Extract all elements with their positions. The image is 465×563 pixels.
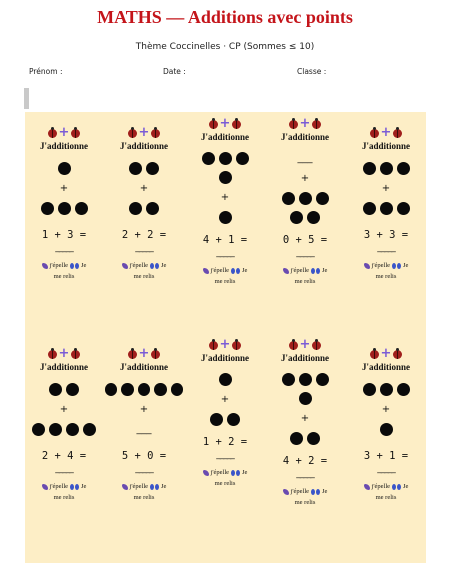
answer-blank[interactable]: _____	[377, 243, 395, 253]
plus-sign: +	[220, 192, 230, 203]
plus-sign: +	[300, 413, 310, 424]
pencil-icon	[203, 268, 209, 274]
exercise-card	[347, 348, 425, 503]
footer-je-text: Je	[81, 483, 87, 490]
card-heading: J'additionne	[361, 362, 410, 372]
footer-spell-text: j'épelle	[210, 267, 230, 274]
card-heading: J'additionne	[119, 362, 168, 372]
equation: 1 + 3 =	[41, 229, 87, 241]
date-field-label: Date :	[163, 67, 186, 76]
dot	[397, 162, 410, 175]
card-heading: J'additionne	[280, 353, 329, 363]
plus-sign: +	[381, 183, 391, 194]
card-heading: J'additionne	[200, 353, 249, 363]
dot-group	[266, 432, 344, 446]
footer-relis-text: me relis	[375, 273, 397, 280]
footer-relis-text: me relis	[214, 278, 236, 285]
pencil-icon	[283, 489, 289, 495]
answer-blank[interactable]: _____	[135, 464, 153, 474]
footer-je-text: Je	[242, 469, 248, 476]
footer-line	[105, 260, 183, 271]
prenom-field-label: Prénom :	[29, 67, 63, 76]
dot	[171, 383, 183, 396]
footer-relis-text: me relis	[375, 494, 397, 501]
ladybug-icon	[71, 350, 80, 359]
dot	[58, 162, 71, 175]
answer-blank[interactable]: _____	[377, 464, 395, 474]
dot	[32, 423, 45, 436]
footer-spell-text: j'épelle	[210, 469, 230, 476]
footer-relis-text: me relis	[294, 278, 316, 285]
ladybug-icon	[209, 120, 218, 129]
pencil-icon	[42, 263, 48, 269]
dot	[219, 171, 232, 184]
dot	[380, 162, 393, 175]
footer-line	[347, 481, 425, 492]
page-title: MATHS — Additions avec points	[97, 7, 353, 27]
plus-icon: +	[299, 116, 311, 131]
eyes-icon	[392, 263, 401, 269]
footer-spell-text: j'épelle	[290, 267, 310, 274]
dot	[58, 202, 71, 215]
plus-sign: +	[59, 183, 69, 194]
dot	[307, 211, 320, 224]
footer-spell-text: j'épelle	[129, 483, 149, 490]
ladybug-icon	[232, 341, 241, 350]
dot	[138, 383, 150, 396]
dot	[83, 423, 96, 436]
exercise-card	[186, 118, 264, 287]
ladybug-icon	[393, 350, 402, 359]
exercise-panel	[25, 112, 426, 563]
footer-je-text: Je	[161, 262, 167, 269]
pencil-icon	[42, 484, 48, 490]
pencil-icon	[203, 470, 209, 476]
card-icons	[25, 127, 103, 139]
dot-group	[347, 162, 425, 176]
dot	[49, 423, 62, 436]
dot	[129, 202, 142, 215]
plus-icon: +	[219, 116, 231, 131]
page-subtitle: Thème Coccinelles · CP (Sommes ≤ 10)	[135, 42, 315, 52]
dot-group	[25, 202, 103, 216]
exercise-card	[25, 348, 103, 503]
footer-je-text: Je	[161, 483, 167, 490]
answer-blank[interactable]: _____	[216, 248, 234, 258]
footer-line	[266, 265, 344, 276]
footer-je-text: Je	[322, 488, 328, 495]
pencil-icon	[122, 484, 128, 490]
dot-group	[266, 392, 344, 406]
equation: 0 + 5 =	[282, 234, 328, 246]
footer-je-text: Je	[403, 483, 409, 490]
equation: 3 + 1 =	[363, 450, 409, 462]
ladybug-icon	[209, 341, 218, 350]
footer-je-text: Je	[403, 262, 409, 269]
equation: 2 + 4 =	[41, 450, 87, 462]
card-icons	[105, 127, 183, 139]
dot-group	[25, 383, 103, 397]
dot	[316, 192, 329, 205]
exercise-card	[266, 339, 344, 508]
classe-field-label: Classe :	[297, 67, 327, 76]
exercise-card	[105, 348, 183, 503]
exercise-card	[347, 127, 425, 282]
eyes-icon	[392, 484, 401, 490]
ladybug-icon	[312, 120, 321, 129]
ladybug-icon	[232, 120, 241, 129]
ladybug-icon	[312, 341, 321, 350]
dot	[146, 202, 159, 215]
card-icons	[105, 348, 183, 360]
answer-blank[interactable]: _____	[135, 243, 153, 253]
footer-spell-text: j'épelle	[371, 262, 391, 269]
dot	[380, 383, 393, 396]
dot-group	[266, 373, 344, 387]
dot	[75, 202, 88, 215]
exercise-card	[186, 339, 264, 489]
dot	[299, 392, 312, 405]
plus-sign: +	[59, 404, 69, 415]
dot-group	[266, 192, 344, 206]
empty-group-line: ___	[136, 424, 152, 435]
card-icons	[186, 339, 264, 351]
equation: 2 + 2 =	[121, 229, 167, 241]
card-icons	[25, 348, 103, 360]
plus-sign: +	[381, 404, 391, 415]
footer-relis-text: me relis	[294, 499, 316, 506]
plus-icon: +	[138, 125, 150, 140]
dot-group	[105, 162, 183, 176]
answer-blank[interactable]: _____	[296, 469, 314, 479]
dot-group	[347, 423, 425, 437]
dot	[299, 192, 312, 205]
dot	[49, 383, 62, 396]
ladybug-icon	[151, 350, 160, 359]
footer-spell-text: j'épelle	[371, 483, 391, 490]
exercise-card	[266, 118, 344, 287]
footer-relis-text: me relis	[53, 273, 75, 280]
dot	[105, 383, 117, 396]
dot-group	[25, 162, 103, 176]
footer-line	[266, 486, 344, 497]
pencil-icon	[122, 263, 128, 269]
equation: 3 + 3 =	[363, 229, 409, 241]
ladybug-icon	[393, 129, 402, 138]
footer-je-text: Je	[242, 267, 248, 274]
dot	[146, 162, 159, 175]
dot	[66, 383, 79, 396]
plus-icon: +	[380, 346, 392, 361]
dot	[210, 413, 223, 426]
dot	[290, 211, 303, 224]
footer-line	[186, 467, 264, 478]
card-heading: J'additionne	[280, 132, 329, 142]
answer-blank[interactable]: _____	[216, 450, 234, 460]
plus-icon: +	[58, 125, 70, 140]
eyes-icon	[311, 268, 320, 274]
dot	[219, 373, 232, 386]
dot	[299, 373, 312, 386]
pencil-icon	[364, 484, 370, 490]
ladybug-icon	[48, 129, 57, 138]
plus-icon: +	[219, 337, 231, 352]
footer-spell-text: j'épelle	[129, 262, 149, 269]
dot	[316, 373, 329, 386]
equation: 4 + 2 =	[282, 455, 328, 467]
card-icons	[347, 127, 425, 139]
plus-icon: +	[138, 346, 150, 361]
ladybug-icon	[289, 341, 298, 350]
ladybug-icon	[289, 120, 298, 129]
eyes-icon	[150, 484, 159, 490]
dot	[282, 192, 295, 205]
answer-blank[interactable]: _____	[55, 243, 73, 253]
card-heading: J'additionne	[119, 141, 168, 151]
card-icons	[266, 118, 344, 130]
dot	[121, 383, 133, 396]
ladybug-icon	[151, 129, 160, 138]
equation: 4 + 1 =	[202, 234, 248, 246]
dot-group	[266, 211, 344, 225]
plus-sign: +	[139, 183, 149, 194]
dot-group	[105, 383, 183, 397]
eyes-icon	[70, 263, 79, 269]
dot-group	[25, 423, 103, 437]
card-heading: J'additionne	[361, 141, 410, 151]
card-heading: J'additionne	[39, 362, 88, 372]
dot	[282, 373, 295, 386]
dot	[290, 432, 303, 445]
dot	[307, 432, 320, 445]
dot-group	[347, 383, 425, 397]
footer-line	[186, 265, 264, 276]
footer-relis-text: me relis	[133, 494, 155, 501]
exercise-card	[105, 127, 183, 282]
card-heading: J'additionne	[39, 141, 88, 151]
dot-group	[186, 413, 264, 427]
equation: 1 + 2 =	[202, 436, 248, 448]
dot-group	[186, 211, 264, 225]
dot-group	[186, 171, 264, 185]
dot	[397, 383, 410, 396]
dot	[236, 152, 249, 165]
answer-blank[interactable]: _____	[296, 248, 314, 258]
pencil-icon	[364, 263, 370, 269]
eyes-icon	[150, 263, 159, 269]
footer-je-text: Je	[81, 262, 87, 269]
dot	[380, 202, 393, 215]
ladybug-icon	[128, 350, 137, 359]
dot	[129, 162, 142, 175]
footer-relis-text: me relis	[53, 494, 75, 501]
dot	[202, 152, 215, 165]
dot-group	[105, 202, 183, 216]
eyes-icon	[70, 484, 79, 490]
pencil-icon	[283, 268, 289, 274]
dot	[66, 423, 79, 436]
eyes-icon	[311, 489, 320, 495]
dot	[363, 202, 376, 215]
ladybug-icon	[71, 129, 80, 138]
equation: 5 + 0 =	[121, 450, 167, 462]
footer-relis-text: me relis	[214, 480, 236, 487]
dot	[397, 202, 410, 215]
dot	[219, 211, 232, 224]
footer-spell-text: j'épelle	[49, 262, 69, 269]
answer-blank[interactable]: _____	[55, 464, 73, 474]
footer-line	[347, 260, 425, 271]
ladybug-icon	[370, 129, 379, 138]
plus-sign: +	[139, 404, 149, 415]
card-icons	[186, 118, 264, 130]
footer-spell-text: j'épelle	[49, 483, 69, 490]
empty-group-line: ___	[297, 153, 313, 164]
plus-sign: +	[220, 394, 230, 405]
card-heading: J'additionne	[200, 132, 249, 142]
dot	[227, 413, 240, 426]
footer-je-text: Je	[322, 267, 328, 274]
plus-sign: +	[300, 173, 310, 184]
footer-line	[105, 481, 183, 492]
dot	[219, 152, 232, 165]
dot-group	[186, 152, 264, 166]
footer-line	[25, 481, 103, 492]
ladybug-icon	[370, 350, 379, 359]
footer-line	[25, 260, 103, 271]
card-icons	[347, 348, 425, 360]
plus-icon: +	[299, 337, 311, 352]
ladybug-icon	[48, 350, 57, 359]
dot	[363, 383, 376, 396]
dot	[363, 162, 376, 175]
dot-group	[186, 373, 264, 387]
footer-relis-text: me relis	[133, 273, 155, 280]
dot-group	[347, 202, 425, 216]
footer-spell-text: j'épelle	[290, 488, 310, 495]
dot	[380, 423, 393, 436]
dot	[41, 202, 54, 215]
eyes-icon	[231, 268, 240, 274]
ladybug-icon	[128, 129, 137, 138]
dot	[154, 383, 166, 396]
plus-icon: +	[58, 346, 70, 361]
card-icons	[266, 339, 344, 351]
exercise-card	[25, 127, 103, 282]
eyes-icon	[231, 470, 240, 476]
plus-icon: +	[380, 125, 392, 140]
scroll-marker	[24, 88, 29, 109]
